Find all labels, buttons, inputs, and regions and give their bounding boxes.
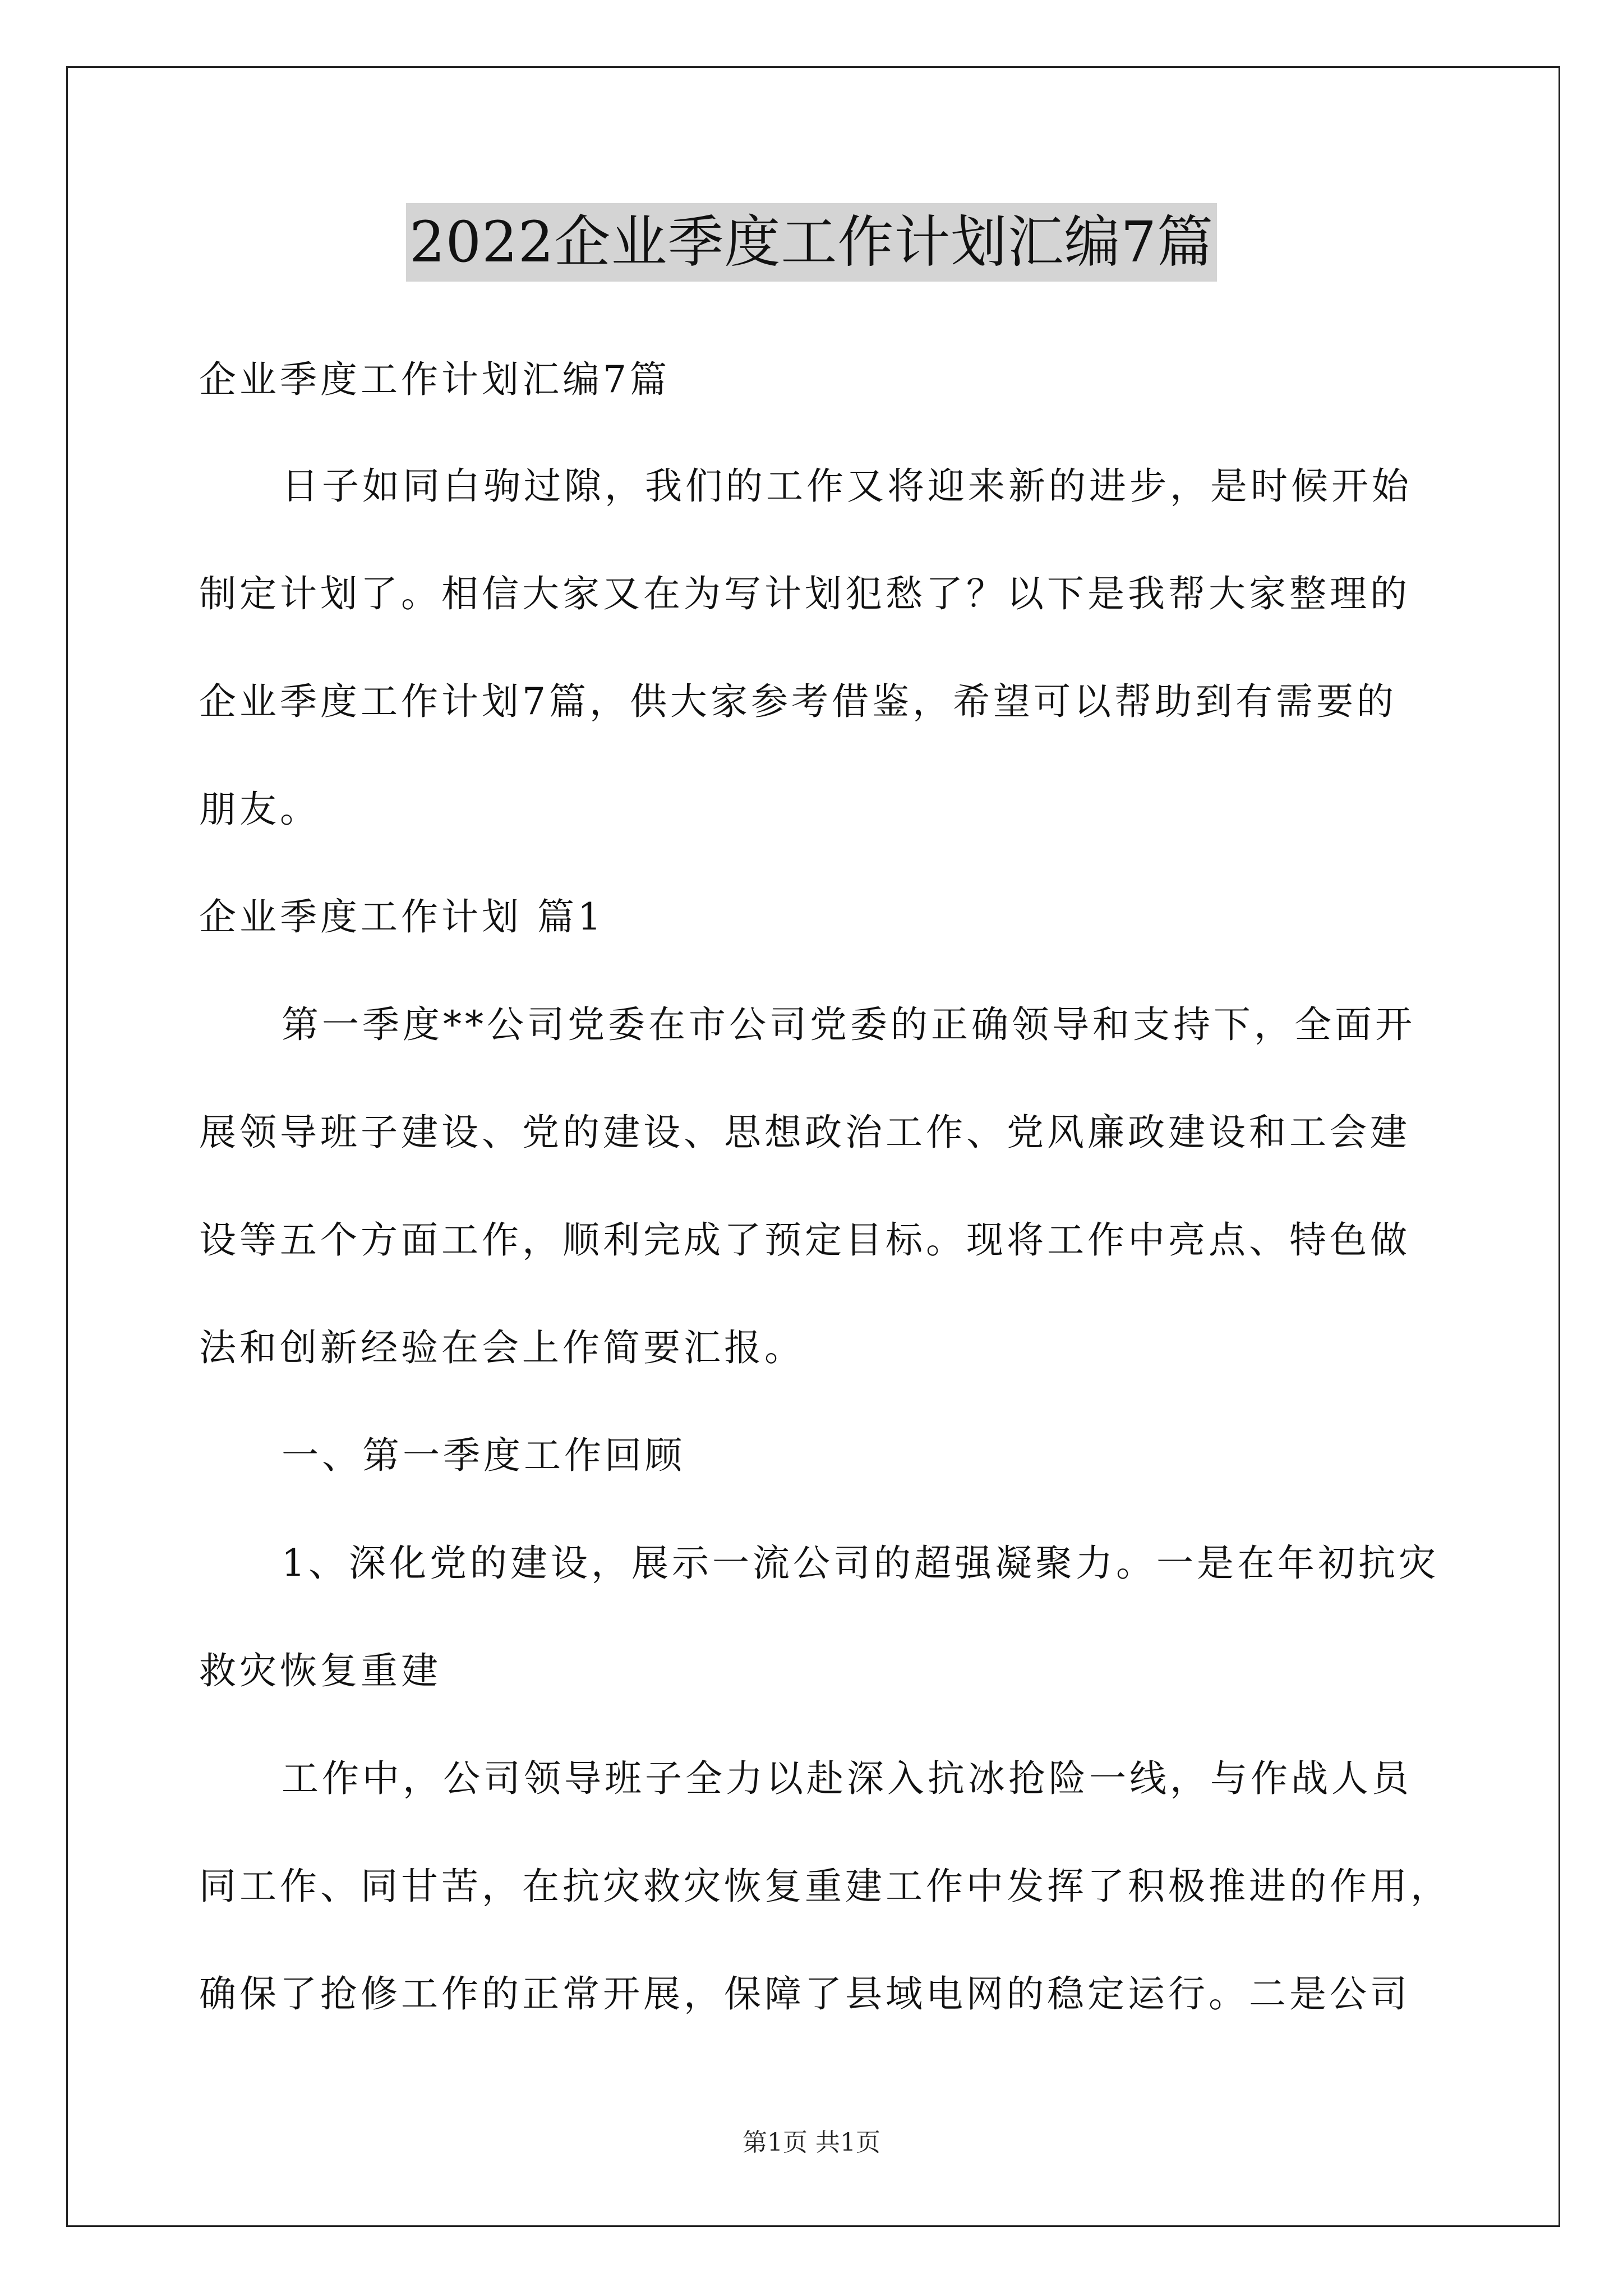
subtitle-line: 企业季度工作计划汇编7篇 [199, 358, 670, 401]
paragraph-line: 企业季度工作计划7篇，供大家参考借鉴，希望可以帮助到有需要的 [199, 680, 1397, 723]
paragraph-line: 日子如同白驹过隙，我们的工作又将迎来新的进步，是时候开始 [282, 464, 1412, 508]
paragraph-line: 确保了抢修工作的正常开展，保障了县域电网的稳定运行。二是公司 [199, 1972, 1410, 2016]
document-title: 2022企业季度工作计划汇编7篇 [406, 203, 1217, 282]
paragraph-line: 法和创新经验在会上作简要汇报。 [199, 1326, 805, 1369]
paragraph-line: 同工作、同甘苦，在抗灾救灾恢复重建工作中发挥了积极推进的作用， [199, 1865, 1451, 1908]
paragraph-line: 朋友。 [199, 788, 320, 831]
page-footer: 第1页 共1页 [743, 2128, 880, 2157]
title-container [0, 203, 1623, 282]
paragraph-line: 1、深化党的建设，展示一流公司的超强凝聚力。一是在年初抗灾 [282, 1542, 1439, 1585]
subheading-line: 一、第一季度工作回顾 [282, 1434, 685, 1477]
paragraph-line: 展领导班子建设、党的建设、思想政治工作、党风廉政建设和工会建 [199, 1111, 1410, 1154]
paragraph-line: 工作中，公司领导班子全力以赴深入抗冰抢险一线，与作战人员 [282, 1757, 1412, 1800]
paragraph-line: 救灾恢复重建 [199, 1649, 441, 1692]
paragraph-line: 第一季度**公司党委在市公司党委的正确领导和支持下，全面开 [282, 1003, 1415, 1046]
paragraph-line: 设等五个方面工作，顺利完成了预定目标。现将工作中亮点、特色做 [199, 1218, 1410, 1262]
paragraph-line: 制定计划了。相信大家又在为写计划犯愁了？以下是我帮大家整理的 [199, 572, 1410, 615]
section-heading: 企业季度工作计划 篇1 [199, 895, 605, 938]
